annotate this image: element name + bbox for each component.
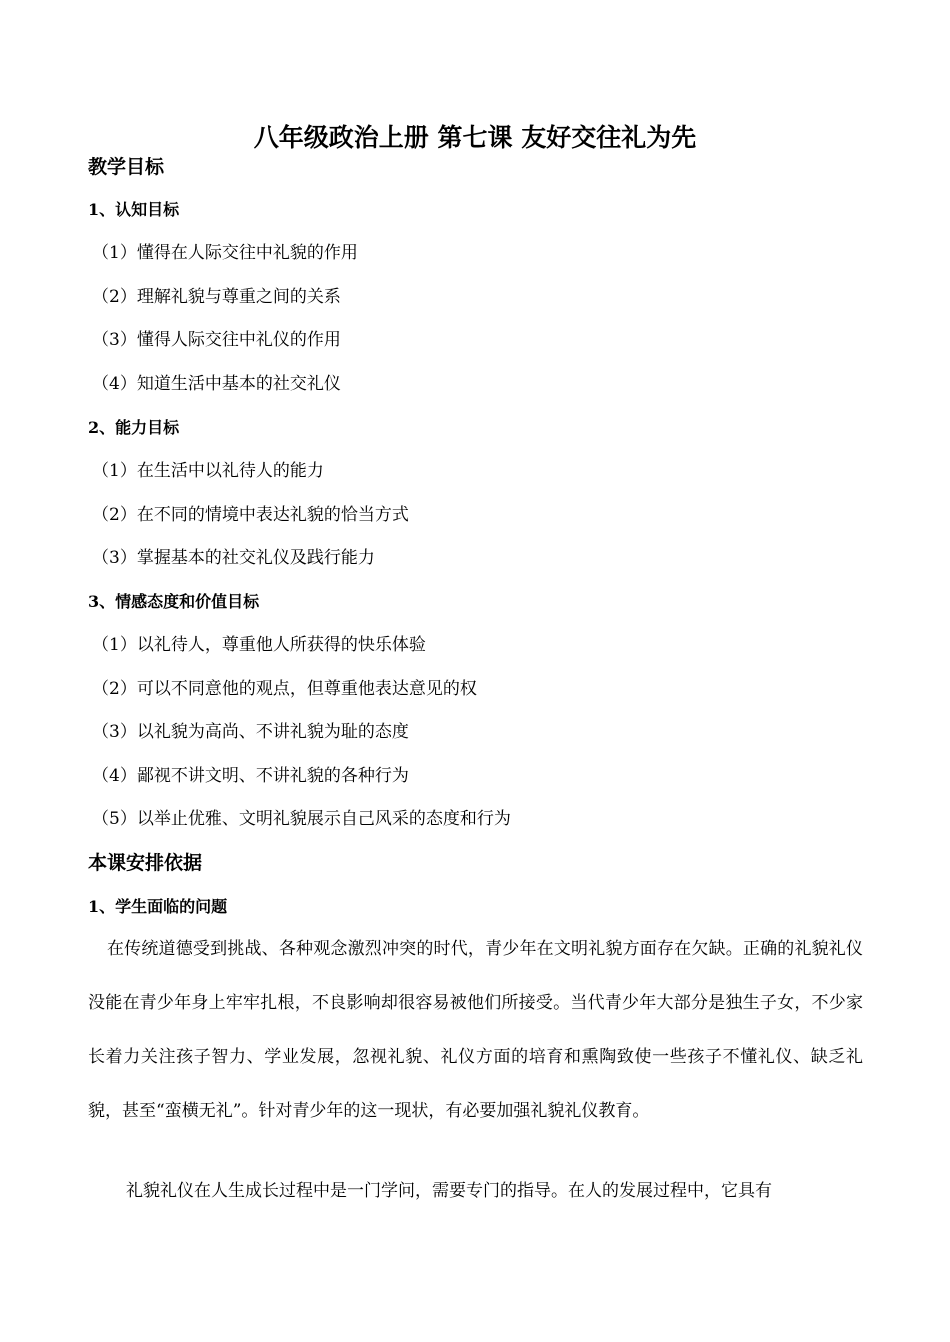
- subheading-problems: 1、学生面临的问题: [88, 897, 228, 916]
- section-heading-basis: 本课安排依据: [88, 852, 203, 874]
- list-item: （2）理解礼貌与尊重之间的关系: [92, 287, 341, 307]
- body-paragraph: 在传统道德受到挑战、各种观念激烈冲突的时代，青少年在文明礼貌方面存在欠缺。正确的礼貌礼仪没能在青少年身上牢牢扎根，不良影响却很容易被他们所接受。当代青少年大部分是独生子女，不少家长着力关注孩子智力、学业发展，忽视礼貌、礼仪方面的培育和熏陶致使一些孩子不懂礼仪、缺乏礼貌，甚至“蛮横无礼”。针对青少年的这一现状，有必要加强礼貌礼仪教育。: [88, 939, 863, 1121]
- list-item: （1）以礼待人，尊重他人所获得的快乐体验: [92, 635, 426, 655]
- subheading-emotion: 3、情感态度和价值目标: [88, 592, 260, 611]
- list-item: （4）鄙视不讲文明、不讲礼貌的各种行为: [92, 766, 409, 786]
- list-item: （2）可以不同意他的观点，但尊重他表达意见的权: [92, 679, 477, 699]
- list-item: （5）以举止优雅、文明礼貌展示自己风采的态度和行为: [92, 809, 511, 829]
- list-item: （3）懂得人际交往中礼仪的作用: [92, 330, 341, 350]
- list-item: （1）懂得在人际交往中礼貌的作用: [92, 243, 358, 263]
- list-item: （4）知道生活中基本的社交礼仪: [92, 374, 341, 394]
- subheading-cognitive: 1、认知目标: [88, 200, 180, 219]
- document-title: 八年级政治上册 第七课 友好交往礼为先: [253, 123, 697, 152]
- list-item: （3）掌握基本的社交礼仪及践行能力: [92, 548, 375, 568]
- subheading-ability: 2、能力目标: [88, 418, 180, 437]
- body-paragraph: 礼貌礼仪在人生成长过程中是一门学问，需要专门的指导。在人的发展过程中，它具有: [126, 1181, 772, 1201]
- section-heading-goals: 教学目标: [88, 156, 165, 178]
- list-item: （1）在生活中以礼待人的能力: [92, 461, 324, 481]
- list-item: （2）在不同的情境中表达礼貌的恰当方式: [92, 505, 409, 525]
- list-item: （3）以礼貌为高尚、不讲礼貌为耻的态度: [92, 722, 409, 742]
